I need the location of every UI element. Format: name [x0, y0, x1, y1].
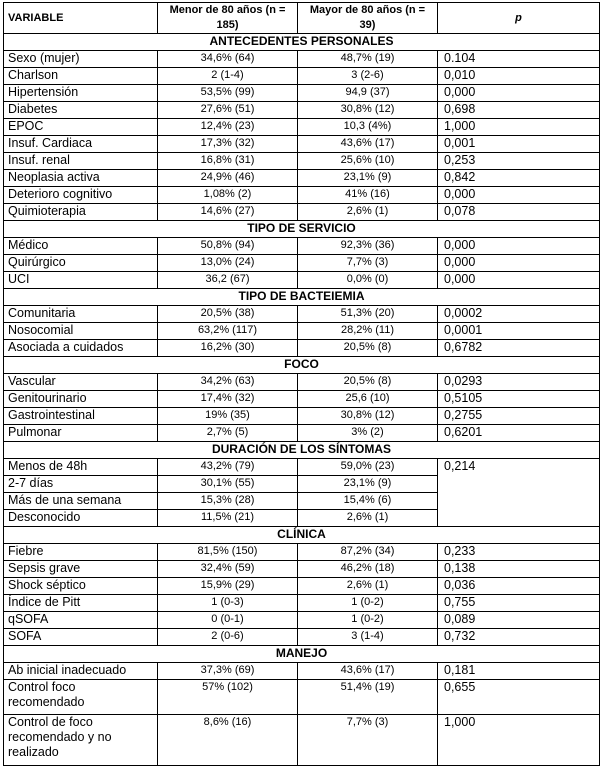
- group2-value: 2,6% (1): [298, 510, 438, 527]
- comparison-table: [3, 2, 600, 766]
- group2-value: 43,6% (17): [298, 663, 438, 680]
- row-label: Médico: [4, 238, 158, 255]
- table-row: [4, 170, 600, 187]
- group2-value: 2,6% (1): [298, 204, 438, 221]
- p-value: 0,732: [438, 629, 600, 646]
- group1-value: 17,3% (32): [158, 136, 298, 153]
- p-value: 0,138: [438, 561, 600, 578]
- p-value: 0,010: [438, 68, 600, 85]
- table-row: [4, 425, 600, 442]
- section-title: TIPO DE BACTEIEMIA: [4, 289, 600, 306]
- row-label: Quirúrgico: [4, 255, 158, 272]
- row-label: Genitourinario: [4, 391, 158, 408]
- p-value: 0,6201: [438, 425, 600, 442]
- table-row: [4, 459, 600, 476]
- group1-value: 34,6% (64): [158, 51, 298, 68]
- group1-value: 63,2% (117): [158, 323, 298, 340]
- p-value: 1,000: [438, 119, 600, 136]
- p-value: 0,755: [438, 595, 600, 612]
- row-label: Índice de Pitt: [4, 595, 158, 612]
- group1-value: 53,5% (99): [158, 85, 298, 102]
- group1-value: 50,8% (94): [158, 238, 298, 255]
- group1-value: 37,3% (69): [158, 663, 298, 680]
- group1-value: 0 (0-1): [158, 612, 298, 629]
- group1-value: 16,8% (31): [158, 153, 298, 170]
- table-row: [4, 544, 600, 561]
- group2-value: 1 (0-2): [298, 595, 438, 612]
- group2-value: 23,1% (9): [298, 170, 438, 187]
- table-row: [4, 408, 600, 425]
- table-row: [4, 663, 600, 680]
- table-row: [4, 612, 600, 629]
- group1-value: 15,3% (28): [158, 493, 298, 510]
- p-value: 0,181: [438, 663, 600, 680]
- group2-value: 2,6% (1): [298, 578, 438, 595]
- p-value: 0,078: [438, 204, 600, 221]
- p-value: 0,0293: [438, 374, 600, 391]
- group1-value: 11,5% (21): [158, 510, 298, 527]
- group2-value: 1 (0-2): [298, 612, 438, 629]
- row-label: Neoplasia activa: [4, 170, 158, 187]
- group2-value: 7,7% (3): [298, 255, 438, 272]
- section-header: [4, 357, 600, 374]
- group1-value: 1 (0-3): [158, 595, 298, 612]
- group2-value: 41% (16): [298, 187, 438, 204]
- table-row: [4, 255, 600, 272]
- group1-value: 15,9% (29): [158, 578, 298, 595]
- p-value: 0,036: [438, 578, 600, 595]
- table-row: [4, 153, 600, 170]
- group2-value: 87,2% (34): [298, 544, 438, 561]
- group2-value: 51,4% (19): [298, 680, 438, 715]
- table-row: [4, 187, 600, 204]
- group1-value: 8,6% (16): [158, 715, 298, 766]
- row-label: Nosocomial: [4, 323, 158, 340]
- row-label: Sexo (mujer): [4, 51, 158, 68]
- table-row: [4, 595, 600, 612]
- row-label: Fiebre: [4, 544, 158, 561]
- row-label: Deterioro cognitivo: [4, 187, 158, 204]
- row-label: Ab inicial inadecuado: [4, 663, 158, 680]
- table-row: [4, 561, 600, 578]
- group1-value: 16,2% (30): [158, 340, 298, 357]
- group2-value: 3 (2-6): [298, 68, 438, 85]
- p-value: 0,253: [438, 153, 600, 170]
- group1-value: 43,2% (79): [158, 459, 298, 476]
- group1-value: 20,5% (38): [158, 306, 298, 323]
- table-row: [4, 136, 600, 153]
- p-value: 0,5105: [438, 391, 600, 408]
- section-header: [4, 289, 600, 306]
- table-row: [4, 204, 600, 221]
- header-p: p: [438, 3, 600, 34]
- group1-value: 12,4% (23): [158, 119, 298, 136]
- row-label: Asociada a cuidados: [4, 340, 158, 357]
- group2-value: 46,2% (18): [298, 561, 438, 578]
- row-label: Más de una semana: [4, 493, 158, 510]
- p-value: 0,089: [438, 612, 600, 629]
- p-value: 0,842: [438, 170, 600, 187]
- p-value: 0,000: [438, 85, 600, 102]
- p-value: 0,2755: [438, 408, 600, 425]
- row-label: SOFA: [4, 629, 158, 646]
- p-value: 0,000: [438, 255, 600, 272]
- group2-value: 94,9 (37): [298, 85, 438, 102]
- group1-value: 30,1% (55): [158, 476, 298, 493]
- group2-value: 25,6 (10): [298, 391, 438, 408]
- group2-value: 51,3% (20): [298, 306, 438, 323]
- table-row: [4, 119, 600, 136]
- group1-value: 32,4% (59): [158, 561, 298, 578]
- group2-value: 0,0% (0): [298, 272, 438, 289]
- table-row: [4, 340, 600, 357]
- group2-value: 92,3% (36): [298, 238, 438, 255]
- p-value: 0,698: [438, 102, 600, 119]
- row-label: EPOC: [4, 119, 158, 136]
- group2-value: 43,6% (17): [298, 136, 438, 153]
- row-label: qSOFA: [4, 612, 158, 629]
- group1-value: 57% (102): [158, 680, 298, 715]
- row-label: Hipertensión: [4, 85, 158, 102]
- header-row: [4, 3, 600, 34]
- table-row: [4, 629, 600, 646]
- row-label: Comunitaria: [4, 306, 158, 323]
- header-group1: Menor de 80 años (n = 185): [158, 3, 298, 34]
- group2-value: 10,3 (4%): [298, 119, 438, 136]
- group2-value: 25,6% (10): [298, 153, 438, 170]
- table-row: [4, 306, 600, 323]
- table-row: [4, 272, 600, 289]
- row-label: Control de foco recomendado y no realizado: [4, 715, 158, 766]
- group1-value: 27,6% (51): [158, 102, 298, 119]
- group2-value: 15,4% (6): [298, 493, 438, 510]
- p-value: 0.104: [438, 51, 600, 68]
- group1-value: 24,9% (46): [158, 170, 298, 187]
- group1-value: 19% (35): [158, 408, 298, 425]
- group2-value: 30,8% (12): [298, 102, 438, 119]
- table-row: [4, 102, 600, 119]
- p-value: 0,001: [438, 136, 600, 153]
- section-title: CLÍNICA: [4, 527, 600, 544]
- section-title: FOCO: [4, 357, 600, 374]
- row-label: Menos de 48h: [4, 459, 158, 476]
- p-value: 0,0001: [438, 323, 600, 340]
- group2-value: 30,8% (12): [298, 408, 438, 425]
- p-value: 0,214: [438, 459, 600, 527]
- table-row: [4, 374, 600, 391]
- table-row: [4, 391, 600, 408]
- group2-value: 23,1% (9): [298, 476, 438, 493]
- row-label: Control foco recomendado: [4, 680, 158, 715]
- group1-value: 1,08% (2): [158, 187, 298, 204]
- row-label: Desconocido: [4, 510, 158, 527]
- row-label: Gastrointestinal: [4, 408, 158, 425]
- group2-value: 48,7% (19): [298, 51, 438, 68]
- header-group2: Mayor de 80 años (n = 39): [298, 3, 438, 34]
- row-label: Sepsis grave: [4, 561, 158, 578]
- table-row: [4, 323, 600, 340]
- group1-value: 14,6% (27): [158, 204, 298, 221]
- p-value: 0,655: [438, 680, 600, 715]
- group1-value: 2 (0-6): [158, 629, 298, 646]
- row-label: Vascular: [4, 374, 158, 391]
- group1-value: 17,4% (32): [158, 391, 298, 408]
- group1-value: 81,5% (150): [158, 544, 298, 561]
- section-header: [4, 221, 600, 238]
- p-value: 1,000: [438, 715, 600, 766]
- row-label: Diabetes: [4, 102, 158, 119]
- p-value: 0,233: [438, 544, 600, 561]
- table-row: [4, 85, 600, 102]
- row-label: Quimioterapia: [4, 204, 158, 221]
- row-label: Shock séptico: [4, 578, 158, 595]
- p-value: 0,000: [438, 272, 600, 289]
- group2-value: 3% (2): [298, 425, 438, 442]
- row-label: Insuf. renal: [4, 153, 158, 170]
- table-row: [4, 238, 600, 255]
- row-label: Charlson: [4, 68, 158, 85]
- section-header: [4, 646, 600, 663]
- group2-value: 28,2% (11): [298, 323, 438, 340]
- section-header: [4, 442, 600, 459]
- row-label: Pulmonar: [4, 425, 158, 442]
- table-row: [4, 51, 600, 68]
- table-row: [4, 715, 600, 766]
- group2-value: 7,7% (3): [298, 715, 438, 766]
- row-label: UCI: [4, 272, 158, 289]
- section-header: [4, 527, 600, 544]
- table-row: [4, 68, 600, 85]
- group2-value: 20,5% (8): [298, 374, 438, 391]
- p-value: 0,000: [438, 238, 600, 255]
- section-title: MANEJO: [4, 646, 600, 663]
- p-value: 0,6782: [438, 340, 600, 357]
- group1-value: 2 (1-4): [158, 68, 298, 85]
- group2-value: 3 (1-4): [298, 629, 438, 646]
- group1-value: 36,2 (67): [158, 272, 298, 289]
- p-value: 0,0002: [438, 306, 600, 323]
- table-row: [4, 578, 600, 595]
- section-title: ANTECEDENTES PERSONALES: [4, 34, 600, 51]
- section-title: DURACIÓN DE LOS SÍNTOMAS: [4, 442, 600, 459]
- group1-value: 2,7% (5): [158, 425, 298, 442]
- group2-value: 59,0% (23): [298, 459, 438, 476]
- table-row: [4, 680, 600, 715]
- group1-value: 34,2% (63): [158, 374, 298, 391]
- section-title: TIPO DE SERVICIO: [4, 221, 600, 238]
- header-variable: VARIABLE: [4, 3, 158, 34]
- section-header: [4, 34, 600, 51]
- group2-value: 20,5% (8): [298, 340, 438, 357]
- row-label: Insuf. Cardiaca: [4, 136, 158, 153]
- row-label: 2-7 días: [4, 476, 158, 493]
- group1-value: 13,0% (24): [158, 255, 298, 272]
- p-value: 0,000: [438, 187, 600, 204]
